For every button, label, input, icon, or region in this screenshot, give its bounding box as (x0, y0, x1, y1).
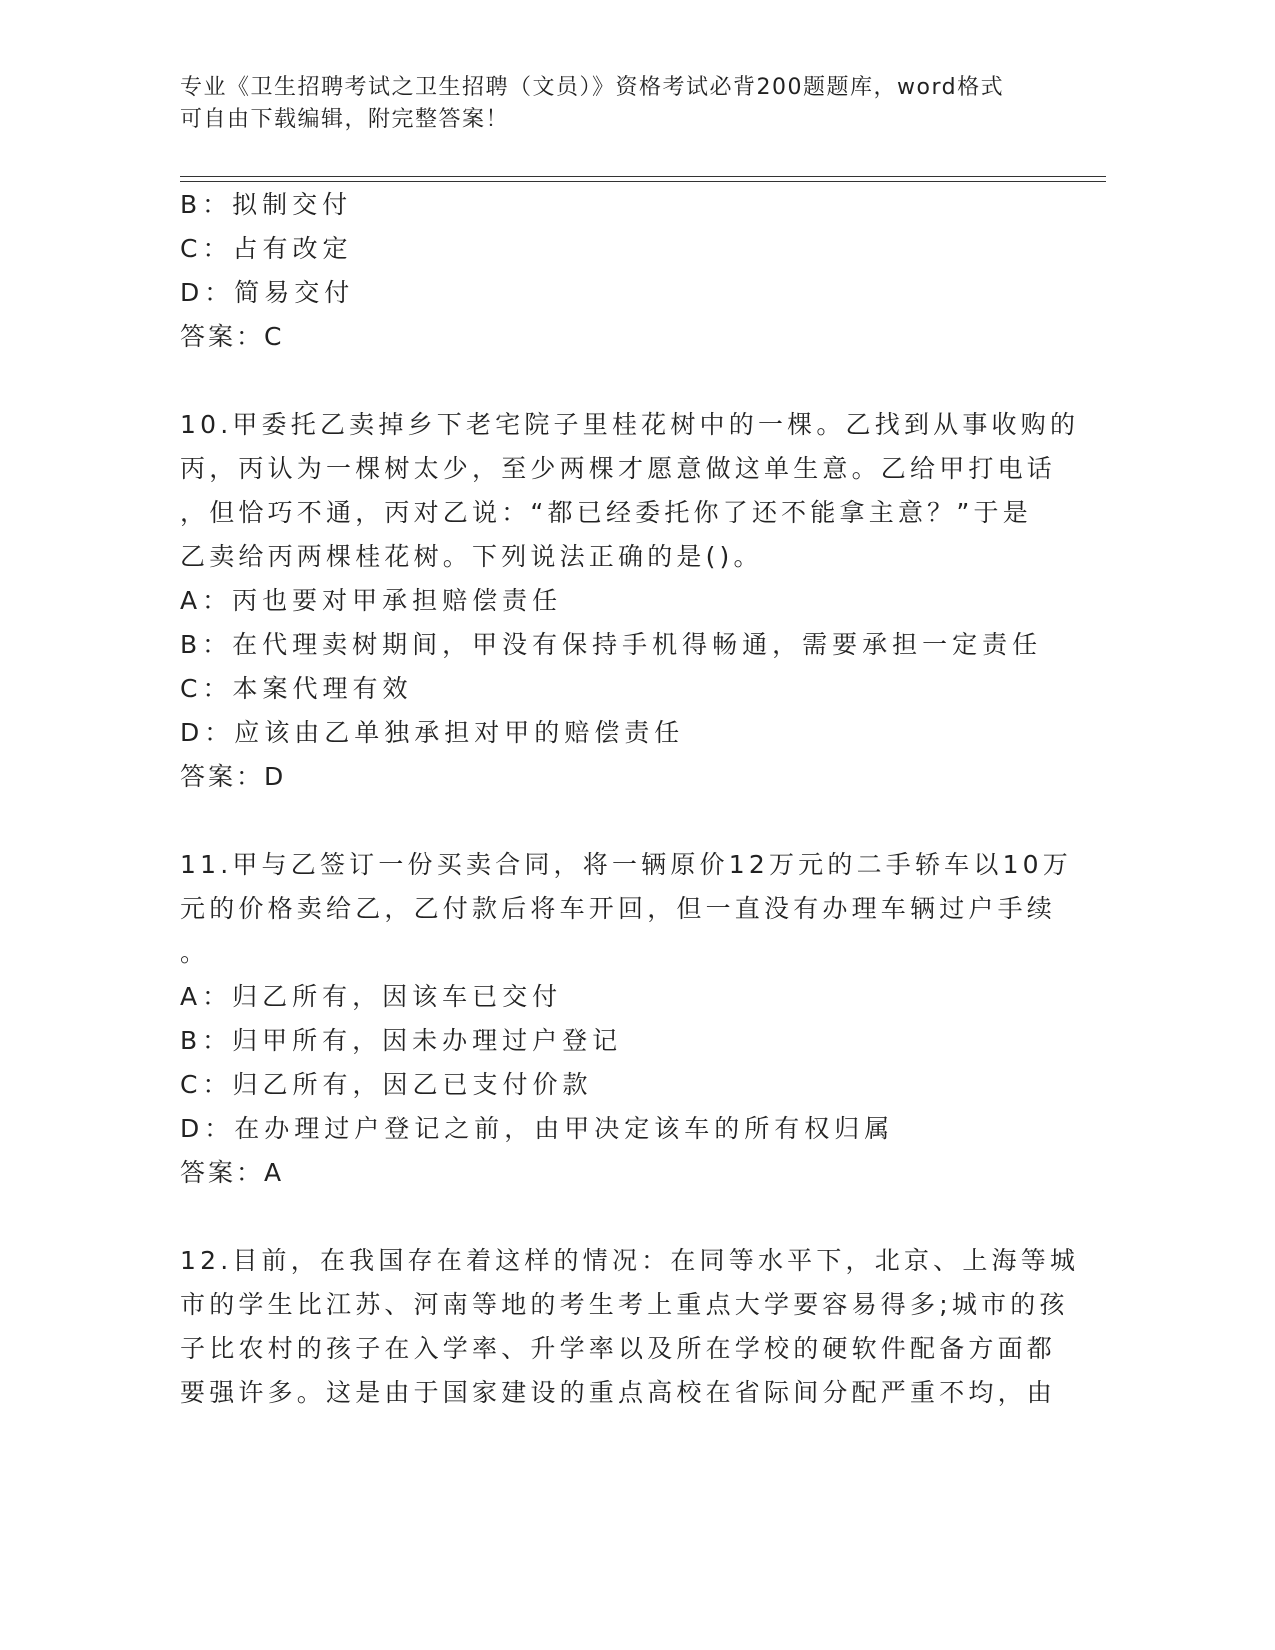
option-c: C：占有改定 (180, 234, 353, 263)
stem-line: 10.甲委托乙卖掉乡下老宅院子里桂花树中的一棵。乙找到从事收购的 (180, 410, 1080, 439)
question-12 (180, 1239, 1080, 1415)
stem-line: 要强许多。这是由于国家建设的重点高校在省际间分配严重不均，由 (180, 1378, 1057, 1407)
option-b: B：归甲所有，因未办理过户登记 (180, 1026, 623, 1055)
question-stem (180, 403, 1080, 579)
question-9-tail (180, 183, 1060, 359)
option-c: C：归乙所有，因乙已支付价款 (180, 1070, 593, 1099)
document-header (180, 72, 1060, 136)
spacer (180, 799, 1060, 843)
stem-line: 子比农村的孩子在入学率、升学率以及所在学校的硬软件配备方面都 (180, 1334, 1057, 1363)
spacer (180, 359, 1060, 403)
option-b: B：拟制交付 (180, 190, 353, 219)
stem-line: ，但恰巧不通，丙对乙说：“都已经委托你了还不能拿主意？”于是 (180, 498, 1032, 527)
stem-line: 元的价格卖给乙，乙付款后将车开回，但一直没有办理车辆过户手续 (180, 894, 1057, 923)
question-stem (180, 1239, 1080, 1415)
stem-line: 。 (180, 938, 210, 967)
option-c: C：本案代理有效 (180, 674, 413, 703)
header-title-line-2: 可自由下载编辑，附完整答案！ (180, 107, 510, 132)
question-11 (180, 843, 1072, 1195)
spacer (180, 1195, 1060, 1239)
option-d: D：应该由乙单独承担对甲的赔偿责任 (180, 718, 685, 747)
stem-line: 丙，丙认为一棵树太少，至少两棵才愿意做这单生意。乙给甲打电话 (180, 454, 1057, 483)
option-b: B：在代理卖树期间，甲没有保持手机得畅通，需要承担一定责任 (180, 630, 1043, 659)
option-d: D：简易交付 (180, 278, 355, 307)
answer-line: 答案：A (180, 1158, 285, 1187)
stem-line: 市的学生比江苏、河南等地的考生考上重点大学要容易得多;城市的孩 (180, 1290, 1069, 1319)
document-body (180, 183, 1080, 1415)
question-stem (180, 843, 1072, 975)
option-d: D：在办理过户登记之前，由甲决定该车的所有权归属 (180, 1114, 895, 1143)
stem-line: 12.目前，在我国存在着这样的情况：在同等水平下，北京、上海等城 (180, 1246, 1080, 1275)
stem-line: 乙卖给丙两棵桂花树。下列说法正确的是()。 (180, 542, 763, 571)
answer-line: 答案：D (180, 762, 287, 791)
option-a: A：归乙所有，因该车已交付 (180, 982, 563, 1011)
stem-line: 11.甲与乙签订一份买卖合同，将一辆原价12万元的二手轿车以10万 (180, 850, 1072, 879)
answer-line: 答案：C (180, 322, 285, 351)
question-10 (180, 403, 1080, 799)
header-divider (180, 176, 1106, 182)
header-title-line-1: 专业《卫生招聘考试之卫生招聘（文员）》资格考试必背200题题库，word格式 (180, 75, 1005, 100)
option-a: A：丙也要对甲承担赔偿责任 (180, 586, 563, 615)
